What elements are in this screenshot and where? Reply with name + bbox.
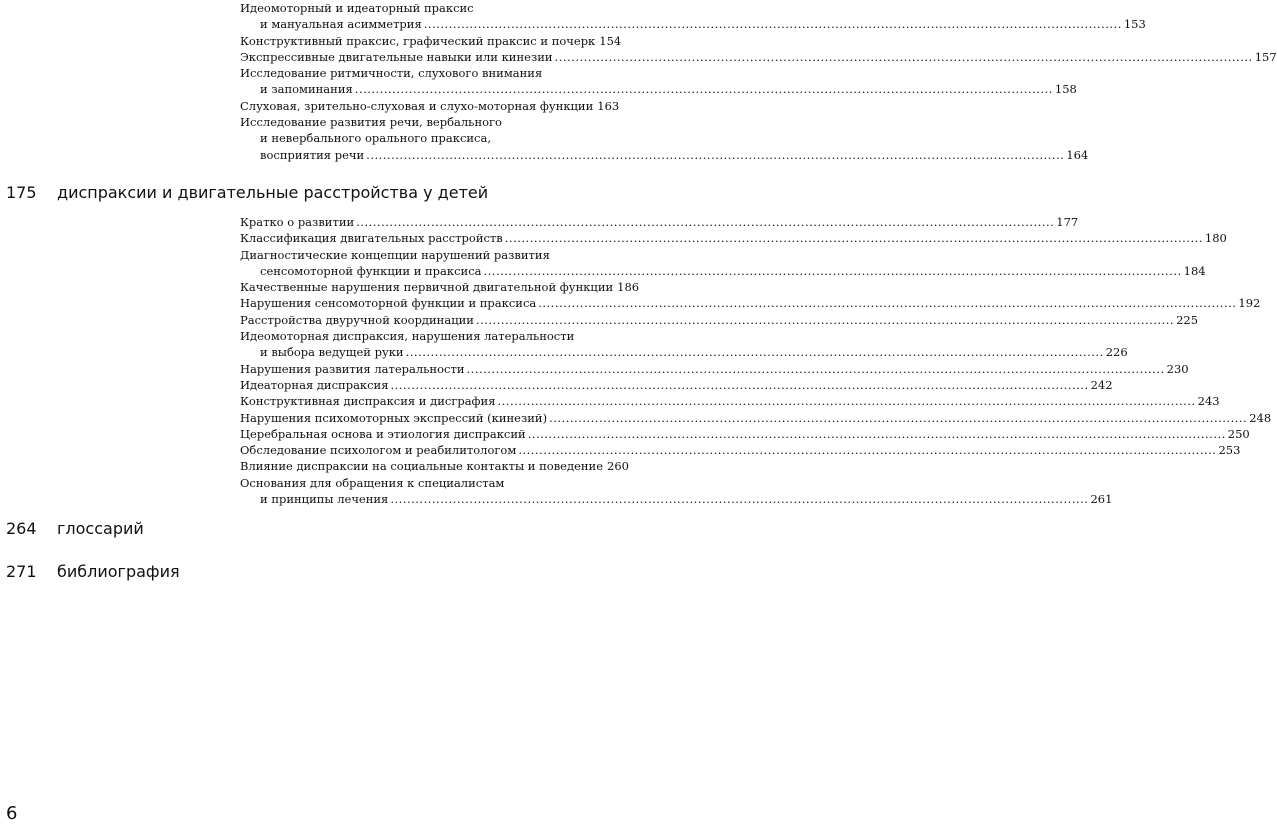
toc-entry-title: Конструктивный праксис, графический праксис и почерк [240,33,596,48]
toc-chapter-dyspraxia[interactable] [6,183,599,203]
chapter-title: библиография [57,562,180,581]
toc-entry[interactable] [240,458,629,474]
toc-entry-title: Расстройства двуручной координации [240,312,474,327]
leader-dots [497,393,1195,409]
toc-entry-title-line: Исследование ритмичности, слухового внимания [240,66,543,81]
toc-entry-page-number: 157 [1254,49,1277,64]
toc-entry[interactable] [240,426,1250,442]
toc-entry-page-number: 253 [1218,443,1241,458]
toc-entry-title: Слуховая, зрительно-слуховая и слухо-моторная функции [240,98,594,113]
chapter-title: диспраксии и двигательные расстройства у детей [57,183,489,202]
toc-entry-title: Кратко о развитии [240,215,355,229]
toc-entry-page-number: 225 [1176,312,1199,327]
toc-entry-page-number: 164 [1066,147,1089,162]
toc-entry-title-line: Исследование развития речи, вербального [240,115,502,130]
leader-dots [518,442,1216,458]
toc-entry[interactable] [240,410,1272,426]
toc-entry-page-number: 158 [1054,82,1077,97]
leader-dots [476,312,1174,328]
toc-entry-page-number: 248 [1249,410,1272,425]
toc-entry-page-number: 260 [607,459,629,474]
chapter-page-number: 264 [6,519,37,538]
toc-entry-page-number: 261 [1090,492,1113,507]
leader-dots [390,377,1088,393]
toc-entry[interactable] [240,33,622,49]
toc-entry[interactable] [240,230,1227,246]
toc-entry-page-number: 242 [1090,377,1113,392]
toc-entry-page-number: 243 [1197,394,1220,409]
toc-entry[interactable] [240,295,1261,311]
toc-entry[interactable] [240,214,1079,230]
toc-entry-title: Конструктивная диспраксия и дисграфия [240,394,496,409]
toc-entry[interactable] [240,49,1277,65]
toc-entry-title: Нарушения развития латеральности [240,361,465,376]
leader-dots [549,410,1247,426]
toc-entry[interactable] [240,328,1128,361]
toc-entry-title: Влияние диспраксии на социальные контакты и поведение [240,459,604,474]
toc-entry[interactable] [240,247,1206,280]
toc-entry-page-number: 163 [597,98,620,113]
toc-entry[interactable] [240,98,620,114]
toc-entry-title: Идеаторная диспраксия [240,377,389,392]
toc-entry-page-number: 184 [1183,263,1206,278]
toc-entry-page-number: 226 [1105,345,1128,360]
toc-entry-title: и запоминания [260,82,353,97]
toc-entry[interactable] [240,361,1189,377]
toc-entry[interactable] [240,475,1113,508]
chapter-page-number: 175 [6,183,37,202]
toc-entry-title-line: Идеомоторная диспраксия, нарушения латеральности [240,329,575,344]
toc-entry[interactable] [240,312,1199,328]
toc-entry-title-line: Основания для обращения к специалистам [240,475,505,490]
chapter-page-number: 271 [6,562,37,581]
toc-entry-title: сенсомоторной функции и праксиса [260,263,482,278]
leader-dots [406,344,1104,360]
toc-entry-title: и мануальная асимметрия [260,17,422,32]
toc-entry-title: Экспрессивные двигательные навыки или кинезии [240,49,553,64]
leader-dots [355,81,1053,97]
leader-dots [390,491,1088,507]
toc-entry-page-number: 230 [1166,361,1189,376]
toc-entry[interactable] [240,114,1089,163]
leader-dots [467,361,1165,377]
toc-entry[interactable] [240,65,1077,98]
toc-subsection-list-dyspraxia [240,214,1272,507]
toc-chapter-glossary[interactable] [6,519,599,539]
toc-entry-title: Обследование психологом и реабилитологом [240,443,517,458]
toc-entry-title: Качественные нарушения первичной двигательной функции [240,280,614,295]
toc-entry-page-number: 180 [1204,231,1227,246]
toc-entry[interactable] [240,393,1220,409]
toc-entry-title: Нарушения сенсомоторной функции и праксиса [240,296,537,311]
leader-dots [424,16,1122,32]
toc-entry[interactable] [240,442,1241,458]
toc-entry-title: восприятия речи [260,147,365,162]
toc-entry[interactable] [240,279,640,295]
toc-entry-page-number: 186 [617,280,640,295]
toc-entry[interactable] [240,0,1146,33]
toc-subsection-list-previous [240,0,1277,163]
toc-entry-title: Классификация двигательных расстройств [240,231,503,246]
leader-dots [538,295,1236,311]
toc-entry-page-number: 153 [1123,17,1146,32]
toc-entry-title: и выбора ведущей руки [260,345,404,360]
toc-entry-page-number: 154 [599,33,622,48]
leader-dots [484,263,1182,279]
leader-dots [555,49,1253,65]
page-number: 6 [6,803,18,824]
leader-dots [366,147,1064,163]
toc-entry-title: и принципы лечения [260,492,389,507]
leader-dots [356,214,1054,230]
toc-entry[interactable] [240,377,1113,393]
toc-entry-title-line: и невербального орального праксиса, [260,131,491,146]
toc-entry-title-line: Диагностические концепции нарушений развития [240,247,550,262]
leader-dots [528,426,1226,442]
toc-entry-title: Церебральная основа и этиология диспраксий [240,426,526,441]
toc-entry-page-number: 192 [1238,296,1261,311]
chapter-title: глоссарий [57,519,144,538]
toc-entry-title: Нарушения психомоторных экспрессий (кинезий) [240,410,548,425]
leader-dots [505,230,1203,246]
toc-entry-page-number: 177 [1056,215,1079,229]
toc-entry-title-line: Идеомоторный и идеаторный праксис [240,1,474,15]
toc-chapter-bibliography[interactable] [6,562,599,582]
toc-entry-page-number: 250 [1227,426,1250,441]
